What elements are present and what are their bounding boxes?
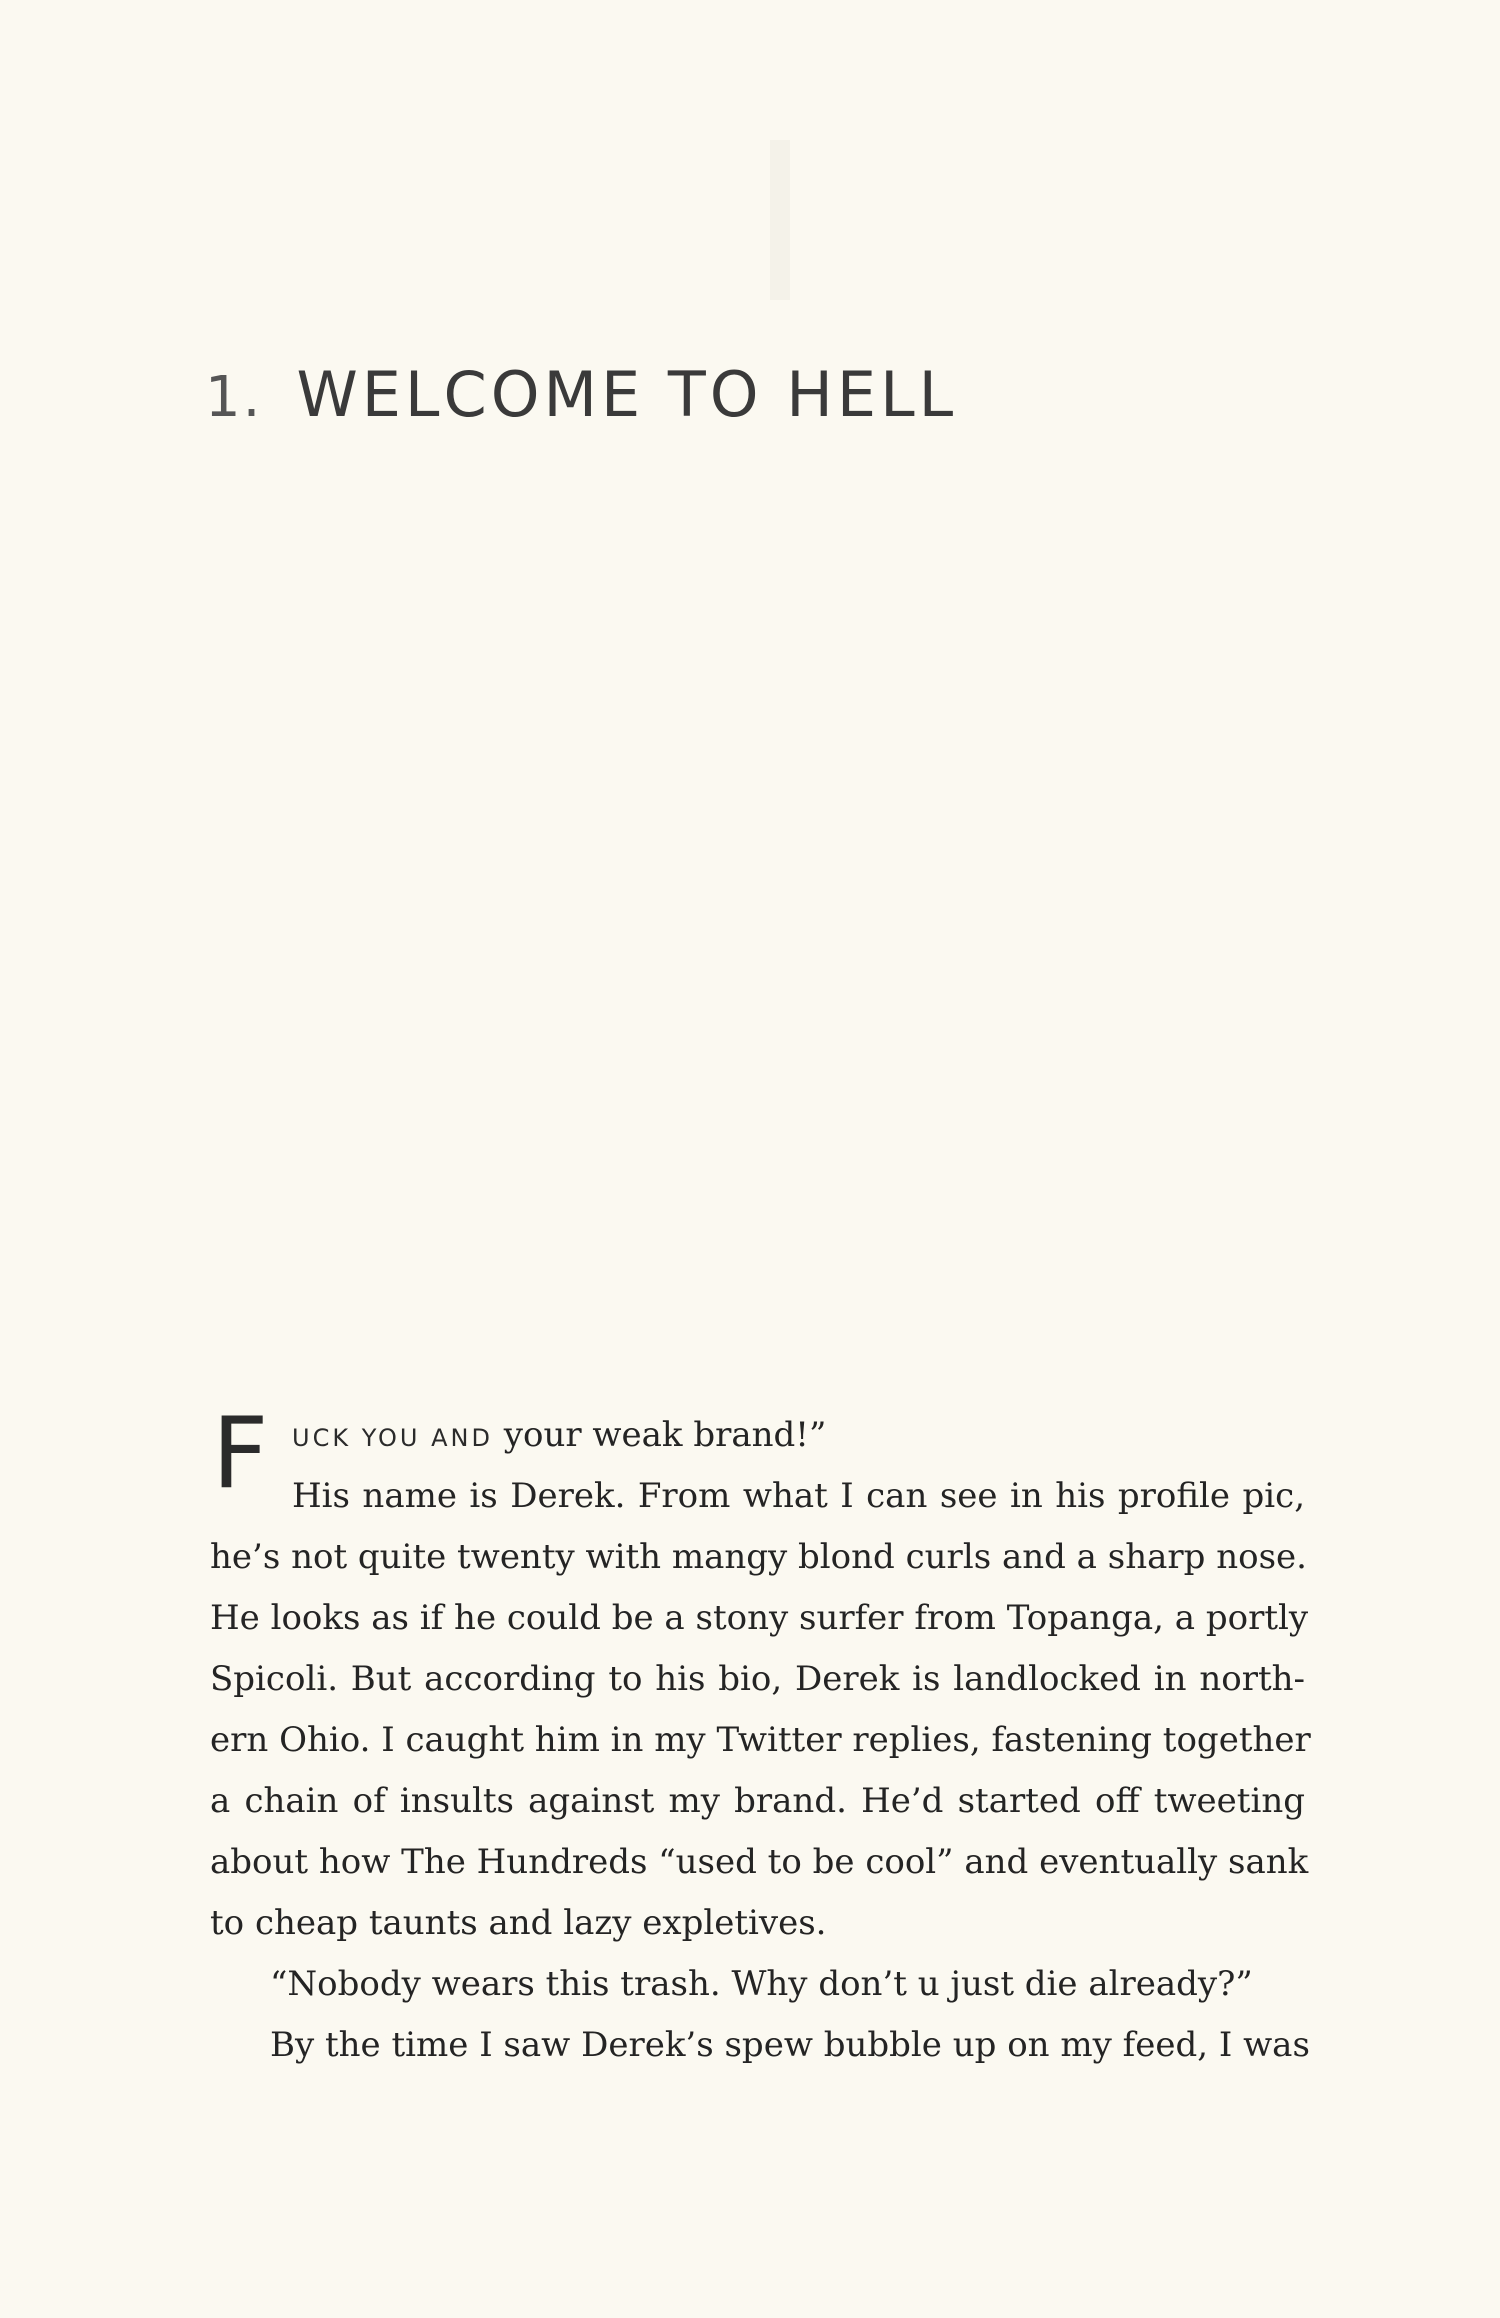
- paragraph-line: to cheap taunts and lazy expletives.: [210, 1903, 827, 1943]
- opening-rest: your weak brand!”: [492, 1415, 827, 1455]
- paragraph-line: He looks as if he could be a stony surfer from Topanga, a portly: [210, 1598, 1309, 1638]
- paragraph-line: about how The Hundreds “used to be cool” and eventually sank: [210, 1842, 1309, 1882]
- chapter-number: 1.: [205, 365, 263, 430]
- drop-cap: F: [212, 1397, 269, 1511]
- chapter-heading: [205, 358, 957, 431]
- quote-paragraph: “Nobody wears this trash. Why don’t u just die already?”: [270, 1964, 1253, 2004]
- paper-smudge: [770, 140, 790, 300]
- chapter-body: [210, 1397, 1311, 2076]
- paragraph-line: a chain of insults against my brand. He’d started off tweeting: [210, 1781, 1305, 1821]
- paragraph-line: ern Ohio. I caught him in my Twitter replies, fastening together: [210, 1720, 1311, 1760]
- opening-text: [292, 1405, 826, 1469]
- paragraph-line: he’s not quite twenty with mangy blond curls and a sharp nose.: [210, 1537, 1307, 1577]
- paragraph-line: By the time I saw Derek’s spew bubble up on my feed, I was: [270, 2025, 1310, 2065]
- paragraph-line: Spicoli. But according to his bio, Derek is landlocked in north-: [210, 1659, 1305, 1699]
- paragraph-line: His name is Derek. From what I can see in his profile pic,: [292, 1476, 1305, 1516]
- opening-small-caps: UCK YOU AND: [292, 1424, 493, 1452]
- chapter-title: WELCOME TO HELL: [296, 358, 958, 431]
